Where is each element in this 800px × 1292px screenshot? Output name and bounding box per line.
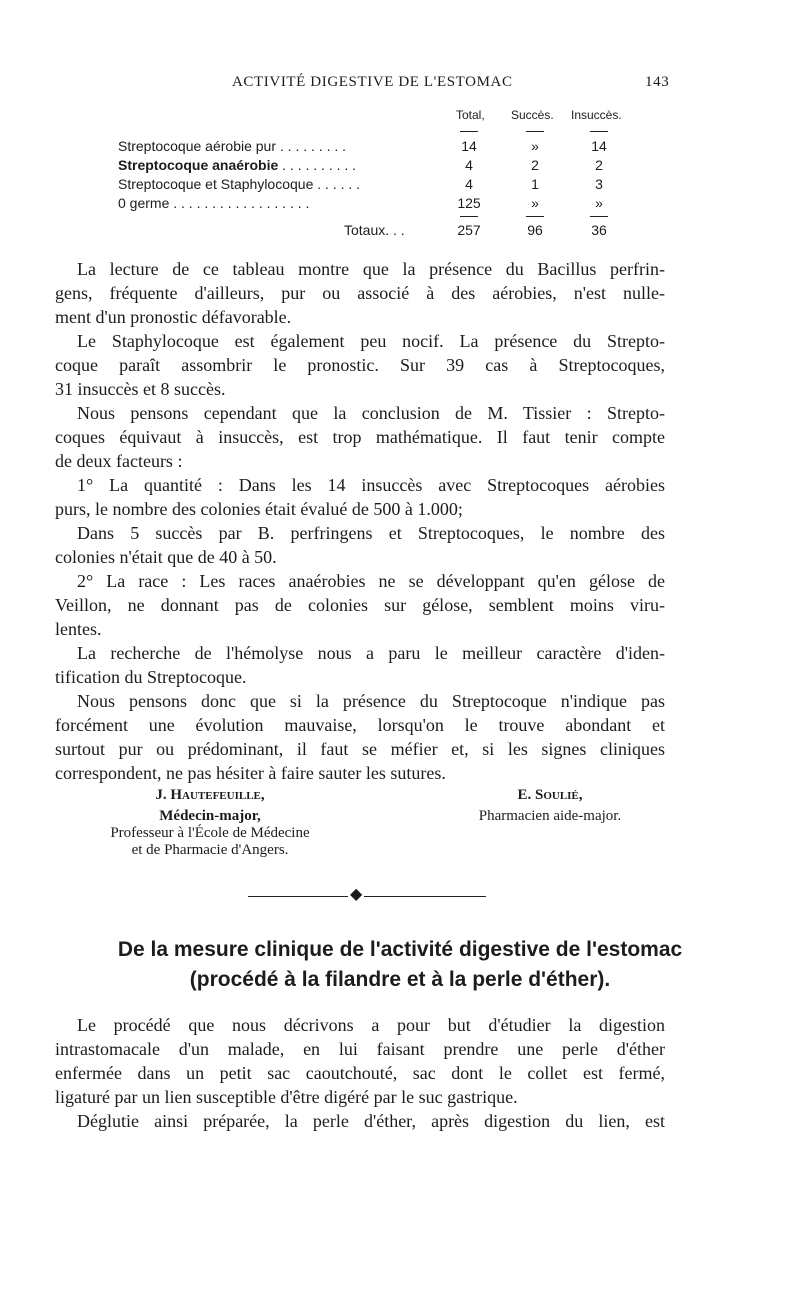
article-paragraph-1	[55, 1013, 665, 1109]
paragraph-quantite	[55, 473, 665, 521]
total-total: 257	[457, 222, 481, 238]
text-line: 31 insuccès et 8 succès.	[55, 379, 226, 399]
paragraph-tissier	[55, 401, 665, 473]
paragraph-hemolyse	[55, 641, 665, 689]
column-dash	[460, 131, 478, 132]
article-paragraph-2	[55, 1109, 665, 1133]
text-line: correspondent, ne pas hésiter à faire sauter les sutures.	[55, 763, 446, 783]
text-line: coque paraît assombrir le pronostic. Sur 39 cas à Streptocoques,	[55, 355, 665, 375]
cell-total: 4	[465, 176, 473, 192]
table-row	[118, 157, 356, 173]
paragraph-staphylocoque	[55, 329, 665, 401]
total-rule	[526, 216, 544, 217]
cell-succes: »	[531, 138, 539, 154]
text-line: intrastomacale d'un malade, en lui faisant prendre une perle d'éther	[55, 1039, 665, 1059]
text-line: Nous pensons donc que si la présence du Streptocoque n'indique pas	[77, 691, 665, 711]
row-label: Streptocoque anaérobie	[118, 157, 279, 173]
signature-left	[70, 787, 350, 859]
page-number: 143	[645, 74, 670, 90]
column-header-insucces: Insuccès.	[571, 108, 622, 122]
cell-succes: »	[531, 195, 539, 211]
text-line: gens, fréquente d'ailleurs, pur ou associé à des aérobies, n'est nulle-	[55, 283, 665, 303]
text-line: Nous pensons cependant que la conclusion de M. Tissier : Strepto-	[77, 403, 665, 423]
text-line: La lecture de ce tableau montre que la présence du Bacillus perfrin-	[77, 259, 665, 279]
cell-insucces: 3	[595, 176, 603, 192]
author-role: Médecin-major,	[159, 808, 261, 824]
paragraph-conclusion	[55, 689, 665, 785]
text-line: Le Staphylocoque est également peu nocif. La présence du Strepto-	[77, 331, 665, 351]
text-line: 2° La race : Les races anaérobies ne se développant qu'en gélose de	[77, 571, 665, 591]
text-line: lentes.	[55, 619, 102, 639]
cell-insucces: 14	[591, 138, 607, 154]
author-affiliation: et de Pharmacie d'Angers.	[131, 842, 289, 858]
total-insucces: 36	[591, 222, 607, 238]
cell-succes: 2	[531, 157, 539, 173]
cell-succes: 1	[531, 176, 539, 192]
total-rule	[590, 216, 608, 217]
text-line: Déglutie ainsi préparée, la perle d'éther, après digestion du lien, est	[77, 1111, 665, 1131]
paragraph-bacillus	[55, 257, 665, 329]
row-dots: . . . . . .	[317, 176, 361, 192]
text-line: surtout pur ou prédominant, il faut se méfier et, si les signes cliniques	[55, 739, 665, 759]
table-row	[118, 195, 309, 211]
author-name: E. Soulié,	[517, 787, 583, 803]
paragraph-race	[55, 569, 665, 641]
divider-diamond: ◆	[350, 884, 363, 903]
total-succes: 96	[527, 222, 543, 238]
table-row	[118, 176, 360, 192]
row-label: Streptocoque et Staphylocoque	[118, 176, 314, 192]
divider-rule	[248, 896, 486, 897]
text-line: de deux facteurs :	[55, 451, 183, 471]
cell-insucces: 2	[595, 157, 603, 173]
text-line: Dans 5 succès par B. perfringens et Streptocoques, le nombre des	[77, 523, 665, 543]
cell-insucces: »	[595, 195, 603, 211]
text-line: colonies n'était que de 40 à 50.	[55, 547, 277, 567]
text-line: coques équivaut à insuccès, est trop mathématique. Il faut tenir compte	[55, 427, 665, 447]
column-header-total: Total,	[456, 108, 485, 122]
text-line: enfermée dans un petit sac caoutchouté, sac dont le collet est fermé,	[55, 1063, 665, 1083]
column-dash	[526, 131, 544, 132]
text-line: Veillon, ne donnant pas de colonies sur gélose, semblent moins viru-	[55, 595, 665, 615]
text-line: ment d'un pronostic défavorable.	[55, 307, 292, 327]
text-line: purs, le nombre des colonies était évalué de 500 à 1.000;	[55, 499, 463, 519]
paragraph-succes	[55, 521, 665, 569]
text-line: La recherche de l'hémolyse nous a paru le meilleur caractère d'iden-	[77, 643, 665, 663]
running-title: ACTIVITÉ DIGESTIVE DE L'ESTOMAC	[232, 74, 513, 90]
author-affiliation: Professeur à l'École de Médecine	[110, 825, 310, 841]
cell-total: 125	[457, 195, 481, 211]
author-name: J. Hautefeuille,	[155, 787, 265, 803]
text-line: 1° La quantité : Dans les 14 insuccès avec Streptocoques aérobies	[77, 475, 665, 495]
row-label: 0 germe	[118, 195, 170, 211]
row-dots: . . . . . . . . .	[279, 138, 347, 154]
row-dots: . . . . . . . . . . . . . . . . . .	[173, 195, 310, 211]
article-title-line2: (procédé à la filandre et à la perle d'éther).	[189, 968, 611, 991]
table-row	[118, 138, 346, 154]
row-dots: . . . . . . . . . .	[282, 157, 357, 173]
article-title-line1: De la mesure clinique de l'activité digestive de l'estomac	[117, 938, 683, 961]
row-label: Streptocoque aérobie pur	[118, 138, 276, 154]
total-label: Totaux. . .	[344, 222, 405, 238]
signature-right	[420, 787, 680, 825]
cell-total: 4	[465, 157, 473, 173]
author-role: Pharmacien aide-major.	[478, 808, 622, 824]
column-dash	[590, 131, 608, 132]
cell-total: 14	[461, 138, 477, 154]
text-line: Le procédé que nous décrivons a pour but d'étudier la digestion	[77, 1015, 665, 1035]
text-line: tification du Streptocoque.	[55, 667, 247, 687]
column-header-succes: Succès.	[511, 108, 554, 122]
text-line: ligaturé par un lien susceptible d'être digéré par le suc gastrique.	[55, 1087, 518, 1107]
text-line: forcément une évolution mauvaise, lorsqu'on le trouve abondant et	[55, 715, 665, 735]
total-rule	[460, 216, 478, 217]
